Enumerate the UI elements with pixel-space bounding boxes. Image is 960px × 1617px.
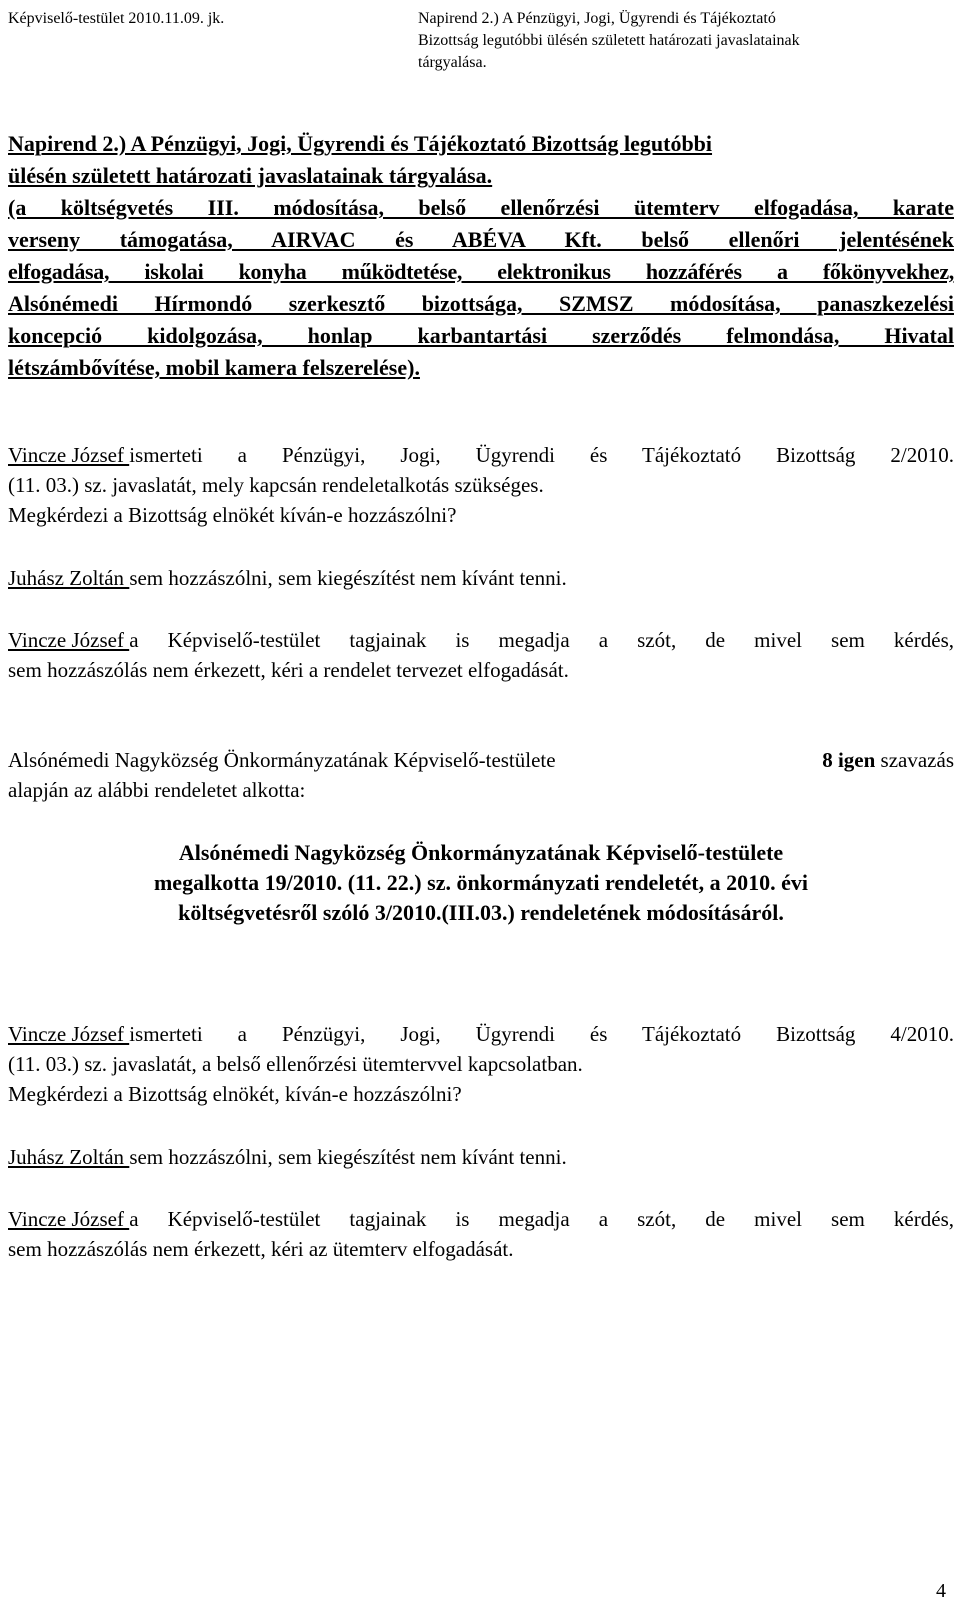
paragraph-text: ismerteti a Pénzügyi, Jogi, Ügyrendi és Tájékoztató Bizottság 2/2010. <box>129 443 954 467</box>
agenda-line: (a költségvetés III. módosítása, belső ellenőrzési ütemterv elfogadása, karate <box>8 195 954 220</box>
paragraph-text: a Képviselő-testület tagjainak is megadja a szót, de mivel sem kérdés, <box>129 628 954 652</box>
speaker-name: Vincze József <box>8 628 130 652</box>
paragraph-1 <box>8 440 954 530</box>
page-header <box>8 8 952 80</box>
vote-count: 8 igen <box>822 748 876 772</box>
vote-text: szavazás <box>875 748 954 772</box>
agenda-line: koncepció kidolgozása, honlap karbantartási szerződés felmondása, Hivatal <box>8 323 954 348</box>
speaker-name: Vincze József <box>8 443 130 467</box>
paragraph-text: (11. 03.) sz. javaslatát, a belső ellenőrzési ütemtervvel kapcsolatban. <box>8 1052 583 1076</box>
decree-title <box>8 838 954 928</box>
header-right-line: Napirend 2.) A Pénzügyi, Jogi, Ügyrendi és Tájékoztató <box>418 10 776 27</box>
agenda-line: létszámbővítése, mobil kamera felszerelése). <box>8 355 420 380</box>
paragraph-text: Megkérdezi a Bizottság elnökét kíván-e hozzászólni? <box>8 503 457 527</box>
agenda-line: verseny támogatása, AIRVAC és ABÉVA Kft. belső ellenőri jelentésének <box>8 227 954 252</box>
header-right-line: tárgyalása. <box>418 54 487 71</box>
title-line: Napirend 2.) A Pénzügyi, Jogi, Ügyrendi és Tájékoztató Bizottság legutóbbi <box>8 131 713 156</box>
paragraph-text: Megkérdezi a Bizottság elnökét, kíván-e hozzászólni? <box>8 1082 462 1106</box>
speaker-name: Vincze József <box>8 1022 130 1046</box>
paragraph-3 <box>8 625 954 685</box>
speaker-name: Juhász Zoltán <box>8 566 130 590</box>
paragraph-2 <box>8 563 954 593</box>
paragraph-text: sem hozzászólás nem érkezett, kéri a rendelet tervezet elfogadását. <box>8 658 569 682</box>
decree-line: megalkotta 19/2010. (11. 22.) sz. önkormányzati rendeletét, a 2010. évi <box>153 870 808 895</box>
paragraph-text: sem hozzászólni, sem kiegészítést nem kívánt tenni. <box>129 566 567 590</box>
agenda-title <box>8 128 954 384</box>
header-right-line: Bizottság legutóbbi ülésén született határozati javaslatainak <box>418 32 800 49</box>
agenda-line: elfogadása, iskolai konyha működtetése, elektronikus hozzáférés a főkönyvekhez, <box>8 259 954 284</box>
vote-text: Alsónémedi Nagyközség Önkormányzatának Képviselő-testülete <box>8 748 561 772</box>
paragraph-text: sem hozzászólni, sem kiegészítést nem kívánt tenni. <box>129 1145 567 1169</box>
agenda-line: Alsónémedi Hírmondó szerkesztő bizottsága, SZMSZ módosítása, panaszkezelési <box>8 291 954 316</box>
paragraph-text: ismerteti a Pénzügyi, Jogi, Ügyrendi és Tájékoztató Bizottság 4/2010. <box>129 1022 954 1046</box>
paragraph-text: (11. 03.) sz. javaslatát, mely kapcsán rendeletalkotás szükséges. <box>8 473 544 497</box>
speaker-name: Vincze József <box>8 1207 130 1231</box>
paragraph-6 <box>8 1204 954 1264</box>
decree-line: Alsónémedi Nagyközség Önkormányzatának Képviselő-testülete <box>178 840 784 865</box>
paragraph-text: sem hozzászólás nem érkezett, kéri az ütemterv elfogadását. <box>8 1237 514 1261</box>
paragraph-4 <box>8 1019 954 1109</box>
title-line: ülésén született határozati javaslatainak tárgyalása. <box>8 163 493 188</box>
decree-line: költségvetésről szóló 3/2010.(III.03.) rendeletének módosításáról. <box>178 900 784 925</box>
paragraph-5 <box>8 1142 954 1172</box>
header-left: Képviselő-testület 2010.11.09. jk. <box>8 10 225 27</box>
header-right <box>418 8 958 74</box>
paragraph-text: a Képviselő-testület tagjainak is megadja a szót, de mivel sem kérdés, <box>129 1207 954 1231</box>
vote-paragraph <box>8 745 954 805</box>
speaker-name: Juhász Zoltán <box>8 1145 130 1169</box>
vote-text: alapján az alábbi rendeletet alkotta: <box>8 778 306 802</box>
page-number: 4 <box>936 1580 946 1602</box>
